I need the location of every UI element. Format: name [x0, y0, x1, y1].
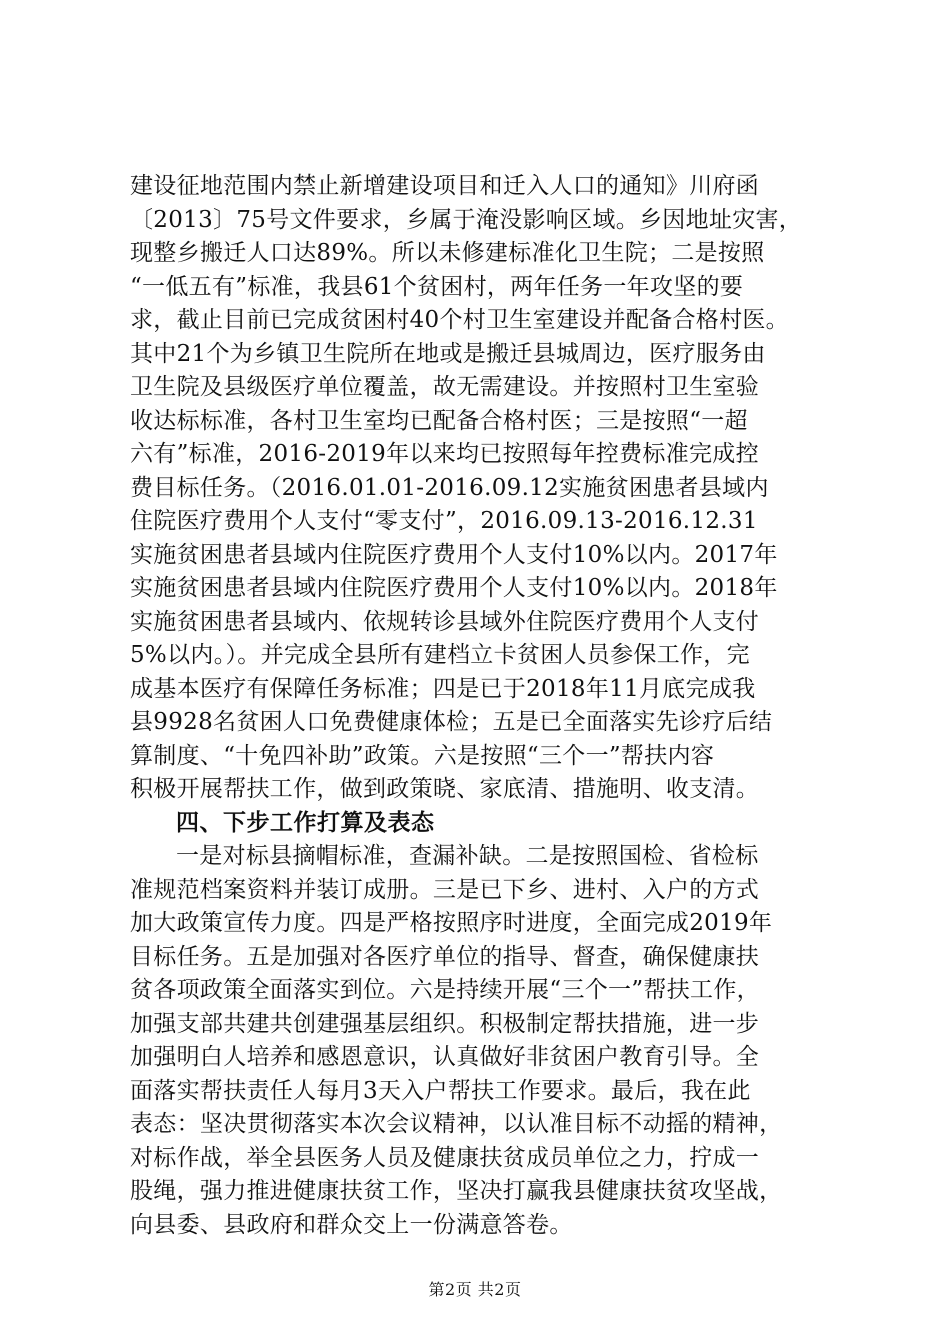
text-line: 六有”标准，2016-2019年以来均已按照每年控费标准完成控: [130, 441, 759, 467]
text-line: 一是对标县摘帽标准，查漏补缺。二是按照国检、省检标: [176, 843, 759, 869]
text-line: 现整乡搬迁人口达89%。所以未修建标准化卫生院；二是按照: [130, 240, 765, 266]
page-footer: 第2页 共2页: [428, 1280, 522, 1299]
text-line: 卫生院及县级医疗单位覆盖，故无需建设。并按照村卫生室验: [130, 374, 760, 400]
text-line: 加强支部共建共创建强基层组织。积极制定帮扶措施，进一步: [130, 1010, 760, 1037]
text-line: 成基本医疗有保障任务标准；四是已于2018年11月底完成我: [130, 675, 756, 702]
section-heading: 四、下步工作打算及表态: [176, 809, 435, 836]
document-body: [130, 170, 830, 1242]
text-line: 求，截止目前已完成贫困村40个村卫生室建设并配备合格村医。: [130, 307, 789, 333]
text-line: 股绳，强力推进健康扶贫工作，坚决打赢我县健康扶贫攻坚战，: [130, 1178, 783, 1204]
text-line: 〔2013〕75号文件要求，乡属于淹没影响区域。乡因地址灾害，: [130, 206, 803, 233]
text-line: 住院医疗费用个人支付“零支付”，2016.09.13-2016.12.31: [130, 508, 758, 534]
text-line: 实施贫困患者县域内住院医疗费用个人支付10%以内。2018年: [130, 575, 778, 601]
text-line: 准规范档案资料并装订成册。三是已下乡、进村、入户的方式: [130, 876, 760, 903]
text-line: 对标作战，举全县医务人员及健康扶贫成员单位之力，拧成一: [130, 1144, 760, 1171]
text-line: 贫各项政策全面落实到位。六是持续开展“三个一”帮扶工作，: [130, 977, 760, 1003]
text-line: 5%以内。）。并完成全县所有建档立卡贫困人员参保工作，完: [130, 642, 750, 668]
text-line: 面落实帮扶责任人每月3天入户帮扶工作要求。最后，我在此: [130, 1077, 751, 1104]
text-line: 目标任务。五是加强对各医疗单位的指导、督查，确保健康扶: [130, 943, 760, 970]
text-line: 实施贫困患者县域内、依规转诊县域外住院医疗费用个人支付: [130, 608, 760, 635]
text-line: 表态：坚决贯彻落实本次会议精神，以认准目标不动摇的精神，: [130, 1111, 783, 1137]
text-line: 收达标标准，各村卫生室均已配备合格村医；三是按照“一超: [130, 407, 748, 434]
text-line: 加大政策宣传力度。四是严格按照序时进度，全面完成2019年: [130, 910, 773, 936]
text-line: 实施贫困患者县域内住院医疗费用个人支付10%以内。2017年: [130, 541, 778, 568]
text-line: 向县委、县政府和群众交上一份满意答卷。: [130, 1211, 573, 1238]
text-line: 加强明白人培养和感恩意识，认真做好非贫困户教育引导。全: [130, 1044, 760, 1070]
text-line: “一低五有”标准，我县61个贫困村，两年任务一年攻坚的要: [130, 273, 744, 300]
text-line: 费目标任务。（2016.01.01-2016.09.12实施贫困患者县域内: [130, 474, 769, 501]
text-line: 其中21个为乡镇卫生院所在地或是搬迁县城周边，医疗服务由: [130, 340, 766, 367]
text-line: 建设征地范围内禁止新增建设项目和迁入人口的通知》川府函: [130, 173, 760, 199]
text-line: 县9928名贫困人口免费健康体检；五是已全面落实先诊疗后结: [130, 709, 773, 735]
text-line: 算制度、“十免四补助”政策。六是按照“三个一”帮扶内容: [130, 742, 715, 769]
text-line: 积极开展帮扶工作，做到政策晓、家底清、措施明、收支清。: [130, 776, 760, 802]
